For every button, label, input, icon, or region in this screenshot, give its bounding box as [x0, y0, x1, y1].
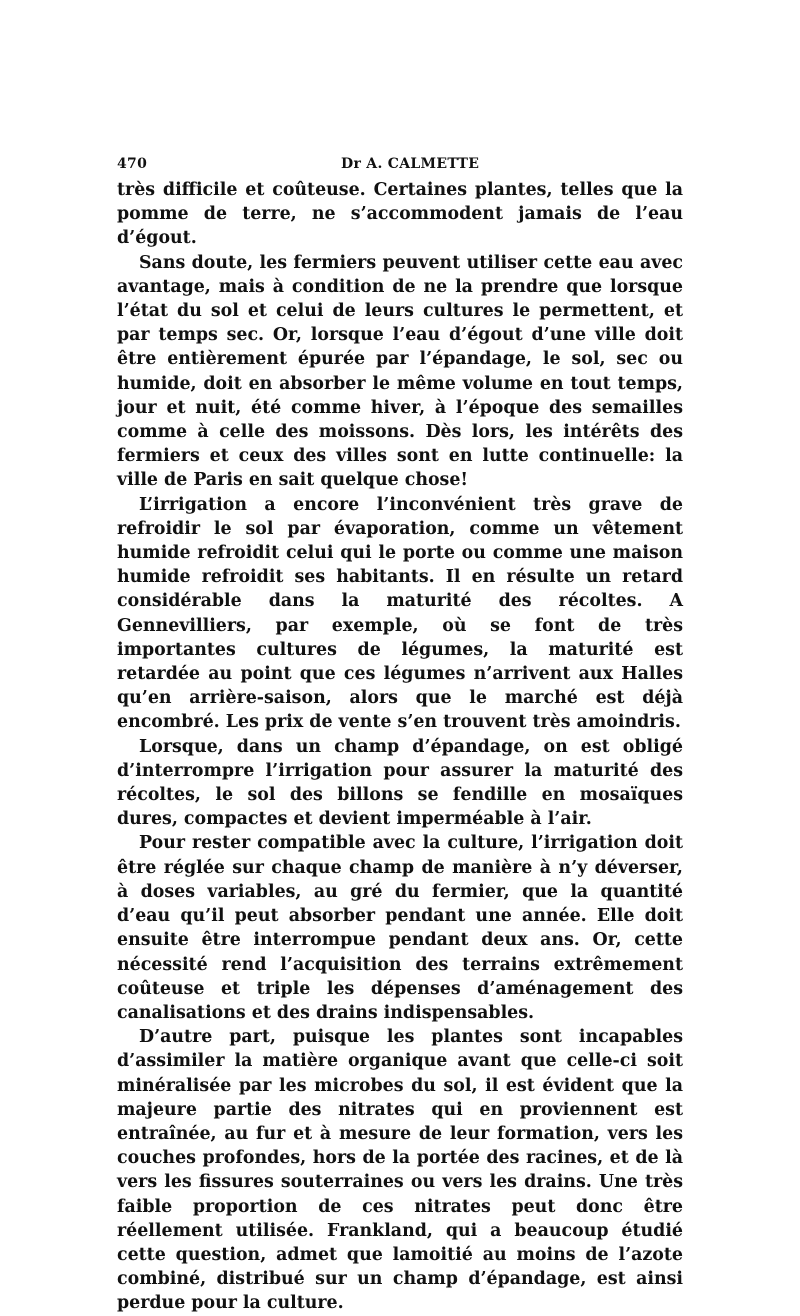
page-number: 470	[117, 156, 148, 172]
paragraph-soil-cracking: Lorsque, dans un champ d’épandage, on est obligé d’interrompre l’irrigation pour assurer la maturité des récoltes, le sol des billons se fendille en mosaïques dures, compactes et devient imperméable à l’air.	[117, 736, 683, 830]
book-page	[117, 152, 683, 1316]
paragraph-farmers: Sans doute, les fermiers peuvent utiliser cette eau avec avantage, mais à condition de ne la prendre que lorsque l’état du sol et celui de leurs cultures le permettent, et par temps sec. Or, lorsque l’eau d’égout d’une ville doit être entièrement épurée par l’épandage, le sol, sec ou humide, doit en absorber le même volume en tout temps, jour et nuit, été comme hiver, à l’époque des semailles comme à celle des moissons. Dès lors, les intérêts des fermiers et ceux des villes sont en lutte continuelle: la ville de Paris en sait quelque chose!	[117, 252, 683, 491]
paragraph-irrigation-cooling: L’irrigation a encore l’inconvénient très grave de refroidir le sol par évaporation, comme un vêtement humide refroidit celui qui le porte ou comme une maison humide refroidit ses habitants. Il en résulte un retard considérable dans la maturité des récoltes. A Gennevilliers, par exemple, où se font de très importantes cultures de légumes, la maturité est retardée au point que ces légumes n’arrivent aux Halles qu’en arrière-saison, alors que le marché est déjà encombré. Les prix de vente s’en trouvent très amoindris.	[117, 494, 683, 733]
paragraph-irrigation-schedule: Pour rester compatible avec la culture, l’irrigation doit être réglée sur chaque champ de manière à n’y déverser, à doses variables, au gré du fermier, que la quantité d’eau qu’il peut absorber pendant une année. Elle doit ensuite être interrompue pendant deux ans. Or, cette nécessité rend l’acquisition des terrains extrêmement coûteuse et triple les dépenses d’aménagement des canalisations et des drains indispensables.	[117, 833, 683, 1023]
running-head	[117, 152, 683, 178]
body-text	[117, 178, 683, 1316]
running-title: Dr A. CALMETTE	[341, 156, 480, 172]
paragraph-nitrates: D’autre part, puisque les plantes sont incapables d’assimiler la matière organique avant que celle-ci soit minéralisée par les microbes du sol, il est évident que la majeure partie des nitrates qui en proviennent est entraînée, au fur et à mesure de leur formation, vers les couches profondes, hors de la portée des racines, et de là vers les fissures souterraines ou vers les drains. Une très faible proportion de ces nitrates peut donc être réellement utilisée. Frankland, qui a beaucoup étudié cette question, admet que lamoitié au moins de l’azote combiné, distribué sur un champ d’épandage, est ainsi perdue pour la culture.	[117, 1027, 683, 1314]
paragraph-continuation: très difficile et coûteuse. Certaines plantes, telles que la pomme de terre, ne s’accommodent jamais de l’eau d’égout.	[117, 180, 683, 249]
